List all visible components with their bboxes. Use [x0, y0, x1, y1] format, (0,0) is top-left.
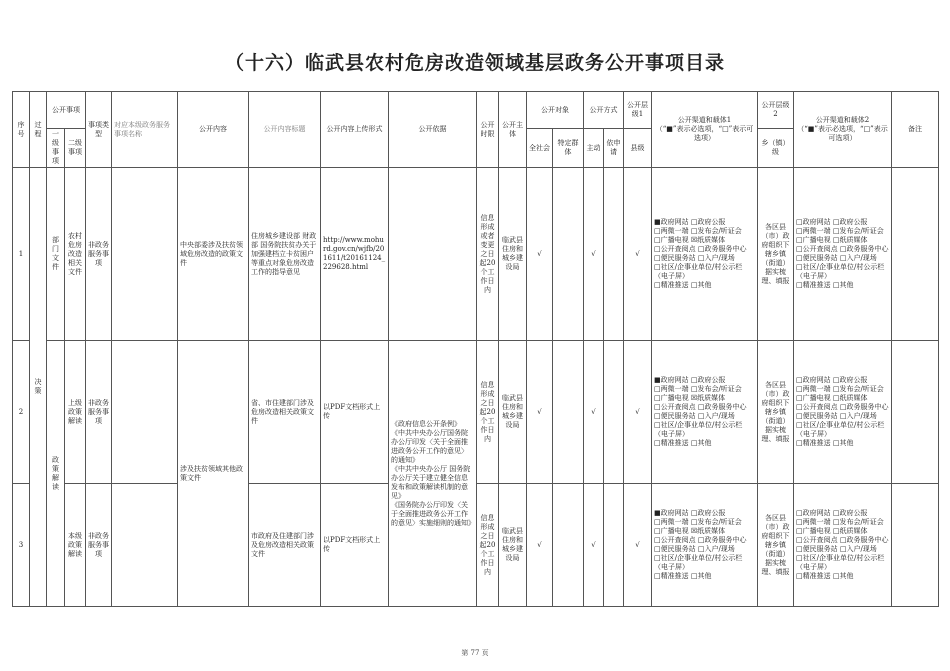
header-content: 公开内容 [178, 92, 249, 168]
channel1-item: □精准推送 □其他 [654, 439, 712, 447]
header-remark: 备注 [892, 92, 939, 168]
channel1-item: ■政府网站 □政府公报 [654, 218, 726, 226]
row-service-name [112, 341, 178, 484]
row-content-title: 住房城乡建设部 财政部 国务院扶贫办关于加强建档立卡贫困户等重点对象危房改造工作的指导意见 [249, 168, 321, 341]
header-process: 过程 [30, 92, 47, 168]
channel1-item: □两微一端 □发布会/听证会 [654, 227, 742, 235]
channel2-item: □精准推送 □其他 [796, 439, 854, 447]
row-method-active: √ [584, 484, 604, 607]
channel2-item: □广播电视 □纸质媒体 [796, 394, 868, 402]
row-content-shared: 涉及扶贫领域其他政策文件 [178, 341, 249, 607]
header-channel1-note: （“■”表示必选项，“□”表示可选项） [655, 125, 754, 142]
table-row [13, 341, 939, 484]
channel2-item: □公开查阅点 □政务服务中心 [796, 403, 889, 411]
header-level1: 公开层级1 [624, 92, 652, 129]
header-content-title: 公开内容标题 [249, 92, 321, 168]
row-item-l2: 上级政策解读 [65, 341, 86, 484]
row-level1: √ [624, 168, 652, 341]
row-upload-form: 以PDF文档形式上传 [321, 484, 389, 607]
channel2-item: □社区/企事业单位/村公示栏（电子屏） [796, 263, 885, 280]
channel1-item: □公开查阅点 □政务服务中心 [654, 245, 747, 253]
row-remark [892, 484, 939, 607]
row-seq: 1 [13, 168, 30, 341]
row-channel1-list [652, 484, 758, 607]
row-deadline: 信息形成之日起20个工作日内 [477, 341, 499, 484]
header-row-1 [13, 92, 939, 129]
header-channel2-label: 公开渠道和载体2 [815, 116, 870, 124]
channel2-item: □两微一端 □发布会/听证会 [796, 518, 884, 526]
header-level1-county: 县级 [624, 129, 652, 168]
channel2-item: □政府网站 □政府公报 [796, 509, 868, 517]
row-target-specific [553, 168, 584, 341]
row-item-l2: 本级政策解读 [65, 484, 86, 607]
row-target-all: √ [527, 168, 553, 341]
channel2-item: □公开查阅点 □政务服务中心 [796, 245, 889, 253]
channel1-item: □两微一端 □发布会/听证会 [654, 385, 742, 393]
channel2-item: □便民服务站 □入户/现场 [796, 412, 877, 420]
row-category: 非政务服务事项 [86, 484, 112, 607]
row-seq: 3 [13, 484, 30, 607]
row-method-apply [604, 484, 624, 607]
channel2-item: □精准推送 □其他 [796, 281, 854, 289]
channel1-item: □便民服务站 □入户/现场 [654, 254, 735, 262]
header-channel1-label: 公开渠道和载体1 [677, 116, 732, 124]
row-channel2-list [794, 168, 892, 341]
header-target: 公开对象 [527, 92, 584, 129]
row-basis [389, 168, 477, 341]
channel2-item: □两微一端 □发布会/听证会 [796, 385, 884, 393]
header-target-specific: 特定群体 [553, 129, 584, 168]
table-row [13, 168, 939, 341]
row-target-specific [553, 341, 584, 484]
row-service-name [112, 484, 178, 607]
header-item-l1: 一级事项 [47, 129, 65, 168]
row-upload-form: http://www.mohurd.gov.cn/wjfb/201611/t20161124_229628.html [321, 168, 389, 341]
row-deadline: 信息形成之日起20个工作日内 [477, 484, 499, 607]
row-category: 非政务服务事项 [86, 341, 112, 484]
row-remark [892, 168, 939, 341]
row-content-title: 省、市住建部门涉及危房改造相关政策文件 [249, 341, 321, 484]
channel1-item: □精准推送 □其他 [654, 281, 712, 289]
row-category: 非政务服务事项 [86, 168, 112, 341]
header-method: 公开方式 [584, 92, 624, 129]
channel2-item: □两微一端 □发布会/听证会 [796, 227, 884, 235]
channel2-item: □公开查阅点 □政务服务中心 [796, 536, 889, 544]
channel1-item: □公开查阅点 □政务服务中心 [654, 536, 747, 544]
row-subject: 临武县住房和城乡建设局 [499, 484, 527, 607]
channel2-item: □精准推送 □其他 [796, 572, 854, 580]
header-method-active: 主动 [584, 129, 604, 168]
header-level2-town: 乡（镇）级 [758, 129, 794, 168]
row-level1: √ [624, 341, 652, 484]
row-content-title: 市政府及住建部门涉及危房改造相关政策文件 [249, 484, 321, 607]
channel2-item: □便民服务站 □入户/现场 [796, 545, 877, 553]
row-method-active: √ [584, 168, 604, 341]
channel2-item: □社区/企事业单位/村公示栏（电子屏） [796, 421, 885, 438]
header-subject: 公开主体 [499, 92, 527, 168]
process-cell: 决策 [30, 168, 47, 607]
row-channel1-list [652, 168, 758, 341]
header-item-l2: 二级事项 [65, 129, 86, 168]
row-method-active: √ [584, 341, 604, 484]
header-method-apply: 依申请 [604, 129, 624, 168]
channel1-item: □广播电视 ☒纸质媒体 [654, 236, 726, 244]
header-channel1 [652, 92, 758, 168]
channel1-item: □便民服务站 □入户/现场 [654, 545, 735, 553]
channel1-item: ■政府网站 □政府公报 [654, 376, 726, 384]
header-basis: 公开依据 [389, 92, 477, 168]
row-item-l1: 部门文件 [47, 168, 65, 341]
header-service-name: 对应本级政务服务事项名称 [112, 92, 178, 168]
channel1-item: □社区/企事业单位/村公示栏（电子屏） [654, 263, 743, 280]
row-item-l1-policy: 政策解读 [47, 341, 65, 607]
header-level2: 公开层级2 [758, 92, 794, 129]
row-content: 中央部委涉及扶贫领域危房改造的政策文件 [178, 168, 249, 341]
row-target-all: √ [527, 484, 553, 607]
header-category: 事项类型 [86, 92, 112, 168]
row-level1: √ [624, 484, 652, 607]
header-channel2-note: （“■”表示必选项，“□”表示可选项） [797, 125, 888, 142]
channel2-item: □广播电视 □纸质媒体 [796, 527, 868, 535]
channel1-item: □便民服务站 □入户/现场 [654, 412, 735, 420]
header-item: 公开事项 [47, 92, 86, 129]
row-channel2-list [794, 341, 892, 484]
row-target-all: √ [527, 341, 553, 484]
channel1-item: ■政府网站 □政府公报 [654, 509, 726, 517]
channel1-item: □精准推送 □其他 [654, 572, 712, 580]
header-channel2 [794, 92, 892, 168]
row-deadline: 信息形成或者变更之日起20个工作日内 [477, 168, 499, 341]
header-target-all: 全社会 [527, 129, 553, 168]
row-channel2-list [794, 484, 892, 607]
channel1-item: □社区/企事业单位/村公示栏（电子屏） [654, 421, 743, 438]
row-upload-form: 以PDF文档形式上传 [321, 341, 389, 484]
channel1-item: □两微一端 □发布会/听证会 [654, 518, 742, 526]
channel2-item: □政府网站 □政府公报 [796, 376, 868, 384]
row-target-specific [553, 484, 584, 607]
directory-table [12, 91, 939, 607]
channel2-item: □社区/企事业单位/村公示栏（电子屏） [796, 554, 885, 571]
row-remark [892, 341, 939, 484]
row-method-apply [604, 168, 624, 341]
channel1-item: □广播电视 ☒纸质媒体 [654, 394, 726, 402]
row-level2-note: 各区县（市）政府组织下辖乡镇（街道）据实梳理、填报 [758, 484, 794, 607]
header-deadline: 公开时限 [477, 92, 499, 168]
page-number: 第 77 页 [461, 649, 489, 657]
channel1-item: □广播电视 ☒纸质媒体 [654, 527, 726, 535]
row-subject: 临武县住房和城乡建设局 [499, 168, 527, 341]
row-seq: 2 [13, 341, 30, 484]
row-service-name [112, 168, 178, 341]
channel1-item: □公开查阅点 □政务服务中心 [654, 403, 747, 411]
channel1-item: □社区/企事业单位/村公示栏（电子屏） [654, 554, 743, 571]
row-level2-note: 各区县（市）政府组织下辖乡镇（街道）据实梳理、填报 [758, 168, 794, 341]
channel2-item: □广播电视 □纸质媒体 [796, 236, 868, 244]
header-upload-form: 公开内容上传形式 [321, 92, 389, 168]
row-method-apply [604, 341, 624, 484]
row-basis-shared: 《政府信息公开条例》 《中共中央办公厅国务院办公厅印发〈关于全面推进政务公开工作的意见〉的通知》 《中共中央办公厅 国务院办公厅关于建立健全信息发布和政策解读机制的意见》 《国务院办公厅印发〈关于全面推进政务公开工作的意见〉实施细则的通知》 [389, 341, 477, 607]
row-level2-note: 各区县（市）政府组织下辖乡镇（街道）据实梳理、填报 [758, 341, 794, 484]
row-item-l2: 农村危房改造相关文件 [65, 168, 86, 341]
header-seq: 序号 [13, 92, 30, 168]
channel2-item: □政府网站 □政府公报 [796, 218, 868, 226]
row-subject: 临武县住房和城乡建设局 [499, 341, 527, 484]
page-title: （十六）临武县农村危房改造领域基层政务公开事项目录 [224, 52, 725, 74]
channel2-item: □便民服务站 □入户/现场 [796, 254, 877, 262]
row-channel1-list [652, 341, 758, 484]
